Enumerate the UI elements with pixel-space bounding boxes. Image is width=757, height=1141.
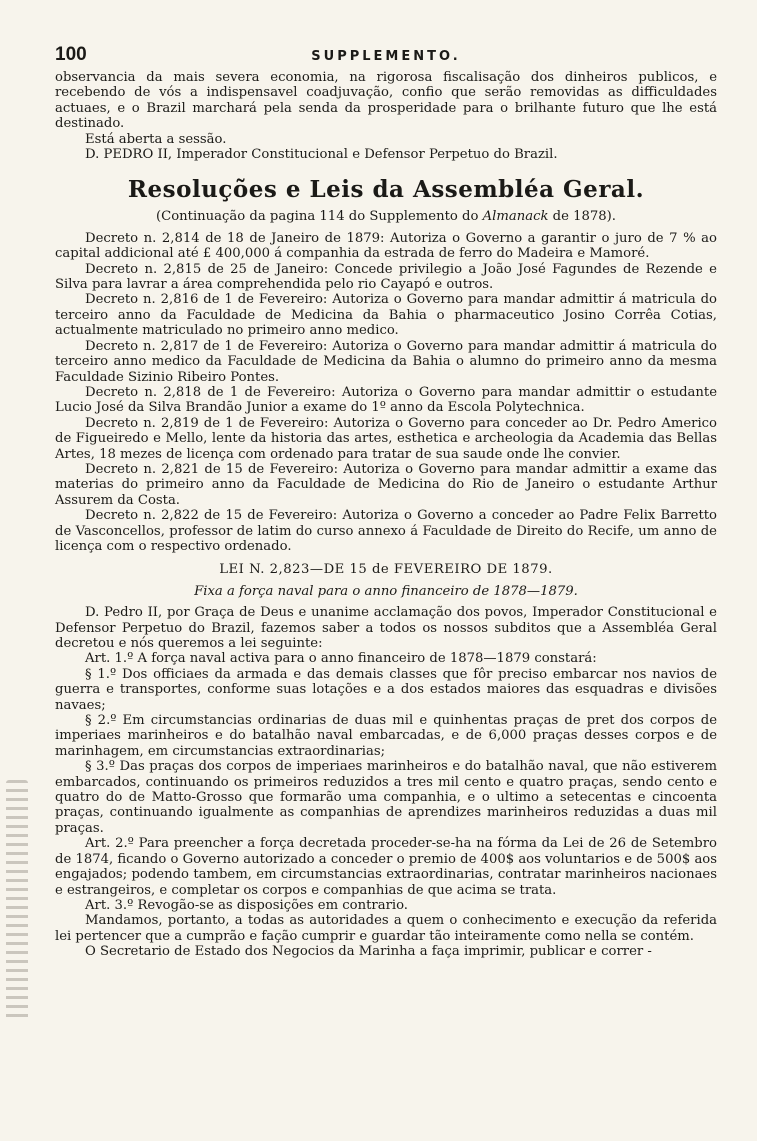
session-line: Está aberta a sessão. [85,131,227,147]
law-paragraph: D. Pedro II, por Graça de Deus e unanime acclamação dos povos, Imperador Constitucional e Defensor Perpetuo do Brazil, fazemos saber a todos os nossos subditos que a Assembléa Geral decretou e nós queremos a lei seguinte: [55,605,717,651]
continuation-italic: Almanack [482,209,549,225]
law-paragraph: Art. 2.º Para preencher a força decretada proceder-se-ha na fórma da Lei de 26 de Setembro de 1874, ficando o Governo autorizado a conceder o premio de 400$ aos voluntarios e de 500$ aos engajados; podendo tambem, em circumstancias extraordinarias, contratar marinheiros nacionaes e estrangeiros, e completar os corpos e companhias de que acima se trata. [55,836,718,898]
decree-item: Decreto n. 2,815 de 25 de Janeiro: Concede privilegio a João José Fagundes de Rezende e Silva para lavrar a área comprehendida pelo rio Cayapó e outros. [55,261,717,293]
speech-signature: D. PEDRO II, Imperador Constitucional e Defensor Perpetuo do Brazil. [85,147,558,163]
decree-item: Decreto n. 2,816 de 1 de Fevereiro: Autoriza o Governo para mandar admittir á matricula do terceiro anno da Faculdade de Medicina da Bahia o pharmaceutico Josino Corrêa Cotias, actualmente matriculado no primeiro anno medico. [55,292,717,339]
binding-edge-mark [6,780,28,1020]
decree-item: Decreto n. 2,818 de 1 de Fevereiro: Autoriza o Governo para mandar admittir o estudante Lucio José da Silva Brandão Junior a exame do 1º anno da Escola Polytechnica. [55,384,717,416]
continuation-note [55,209,717,224]
law-paragraph: § 2.º Em circumstancias ordinarias de duas mil e quinhentas praças de pret dos corpos de imperiaes marinheiros e do batalhão naval embarcadas, e de 6,000 praças desses corpos e de marinhagem, em circumstancias extraordinarias; [55,713,717,759]
law-paragraph: Art. 3.º Revogão-se as disposições em contrario. [85,897,408,913]
law-paragraph: § 3.º Das praças dos corpos de imperiaes marinheiros e do batalhão naval, que não estiverem embarcados, continuando os primeiros reduzidos a tres mil cento e quatro praças, sendo cento e quatro do de Matto-Grosso que formarão uma companhia, e o ultimo a setecentas e cincoenta praças, continuando igualmente as companhias de aprendizes marinheiros reduzidas a duas mil praças. [55,759,717,836]
continuation-prefix: (Continuação da pagina 114 do Supplemento do [156,209,483,225]
law-paragraph: Art. 1.º A força naval activa para o anno financeiro de 1878—1879 constará: [85,651,597,667]
law-paragraph: § 1.º Dos officiaes da armada e das demais classes que fôr preciso embarcar nos navios de guerra e transportes, conforme suas lotações e a dos estados maiores das esquadras e divisões navaes; [55,666,717,713]
running-title: SUPPLEMENTO. [311,49,461,64]
decree-item: Decreto n. 2,822 de 15 de Fevereiro: Autoriza o Governo a conceder ao Padre Felix Barretto de Vasconcellos, professor de latim do curso annexo á Faculdade de Direito do Recife, um anno de licença com o respectivo ordenado. [55,508,717,554]
decree-list [55,231,717,555]
law-subtitle: Fixa a força naval para o anno financeiro de 1878—1879. [194,583,578,599]
intro-paragraph: observancia da mais severa economia, na rigorosa fiscalisação dos dinheiros publicos, e recebendo de vós a indispensavel coadjuvação, confio que serão removidas as difficuldades actuaes, e o Brazil marchará pela senda da prosperidade para o brilhante futuro que lhe está destinado. [55,70,717,132]
decree-item: Decreto n. 2,817 de 1 de Fevereiro: Autoriza o Governo para mandar admittir á matricula do terceiro anno medico da Faculdade de Medicina da Bahia o alumno do primeiro anno da mesma Faculdade Sizinio Ribeiro Pontes. [55,338,717,385]
decree-item: Decreto n. 2,821 de 15 de Fevereiro: Autoriza o Governo para mandar admittir a exame das materias do primeiro anno da Faculdade de Medicina do Rio de Janeiro o estudante Arthur Assurem da Costa. [55,461,717,508]
page-header [55,44,717,66]
page-number: 100 [55,44,87,65]
law-title: LEI N. 2,823—DE 15 de FEVEREIRO DE 1879. [219,562,553,578]
decree-item: Decreto n. 2,819 de 1 de Fevereiro: Autoriza o Governo para conceder ao Dr. Pedro Americo de Figueiredo e Mello, lente da historia das artes, esthetica e archeologia da Academia das Bellas Artes, 18 mezes de licença com ordenado para tratar de sua saude onde lhe convier. [55,415,717,462]
section-title: Resoluções e Leis da Assembléa Geral. [127,176,645,204]
decree-item: Decreto n. 2,814 de 18 de Janeiro de 1879: Autoriza o Governo a garantir o juro de 7 % ao capital addicional até £ 400,000 á companhia da estrada de ferro do Madeira e Mamoré. [55,230,717,262]
continuation-suffix: de 1878). [548,209,616,225]
law-body [55,605,717,959]
law-paragraph: O Secretario de Estado dos Negocios da Marinha a faça imprimir, publicar e correr - [85,944,652,960]
law-paragraph: Mandamos, portanto, a todas as autoridades a quem o conhecimento e execução da referida lei pertencer que a cumprão e fação cumprir e guardar tão inteiramente como nella se contém. [55,913,717,944]
